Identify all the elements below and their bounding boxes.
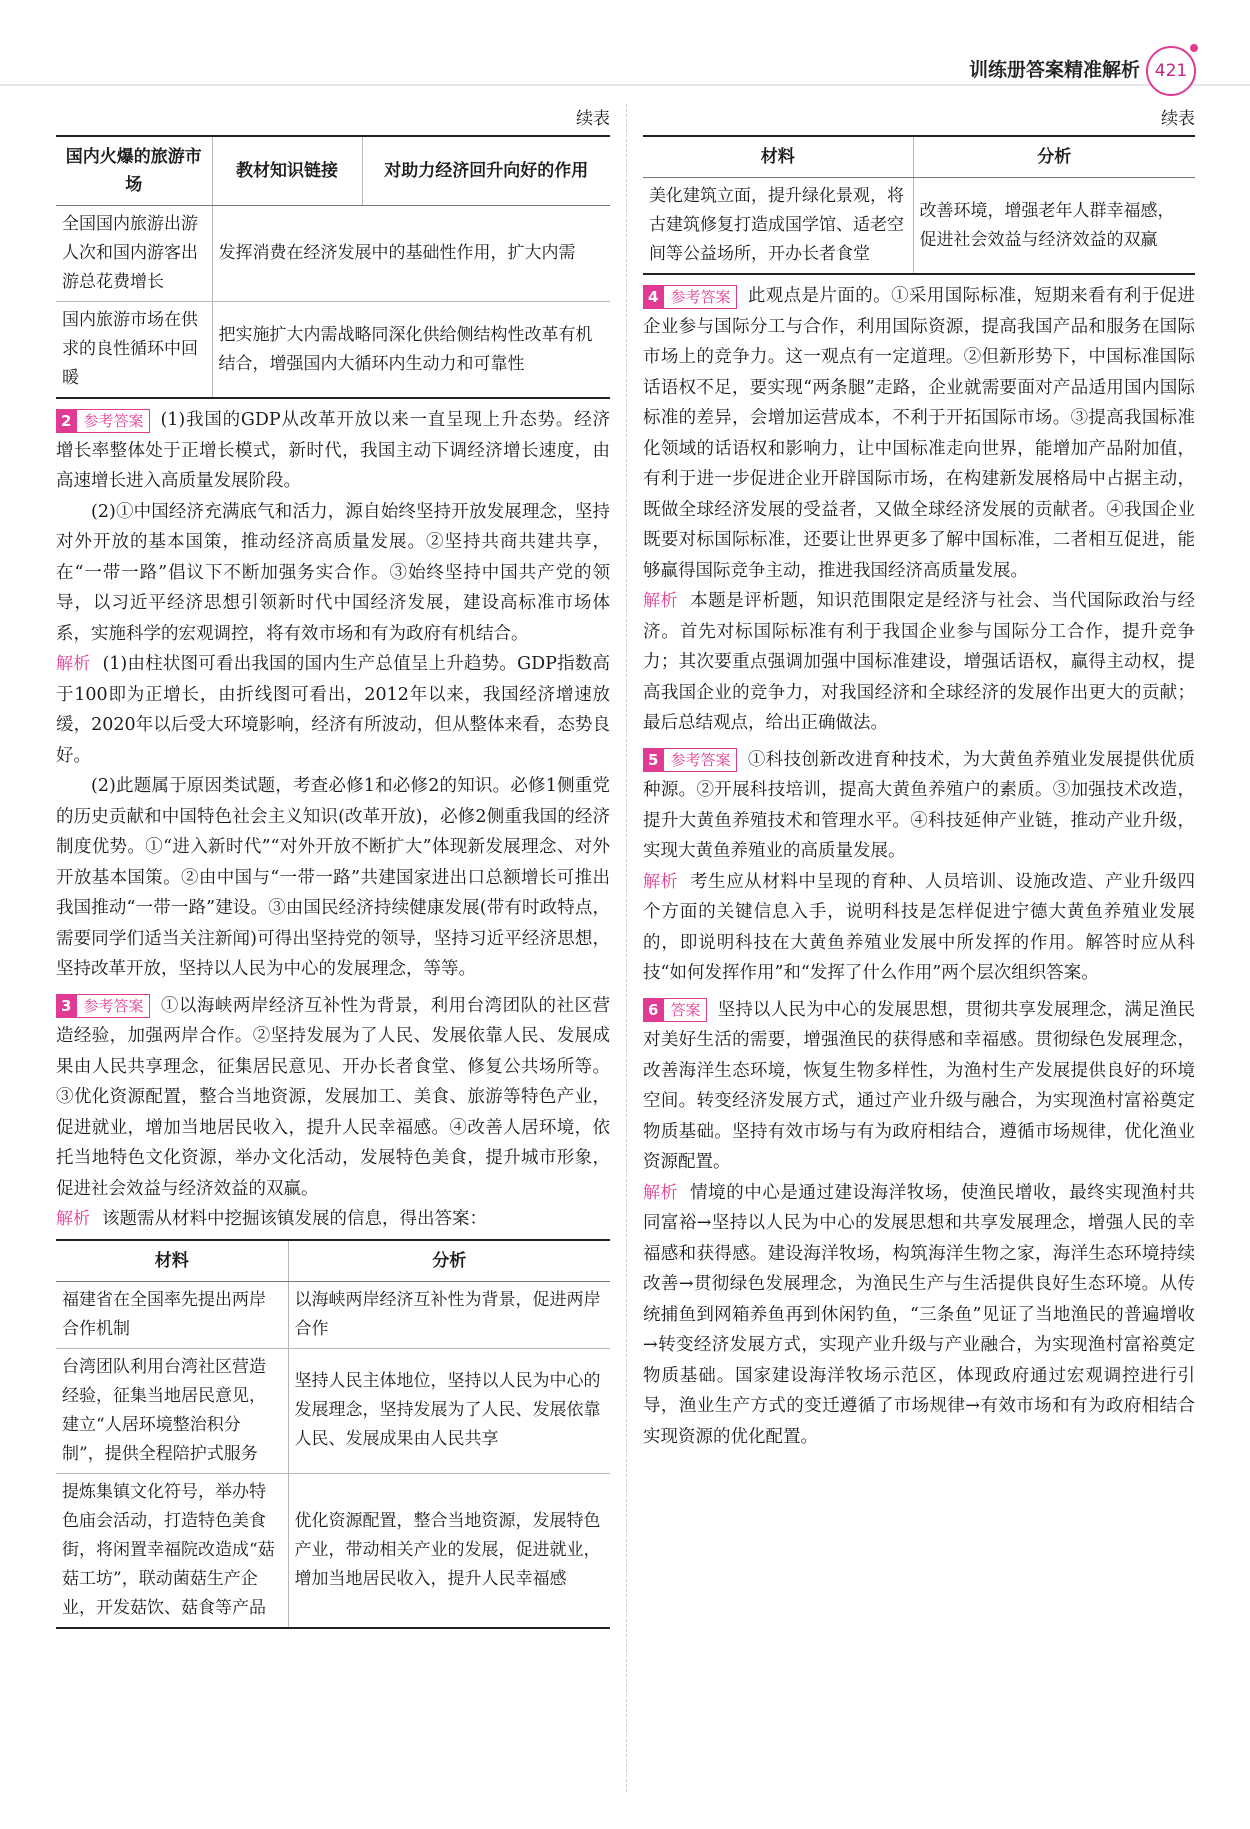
table-cell: 发挥消费在经济发展中的基础性作用，扩大内需 bbox=[212, 206, 610, 302]
analysis-label: 解析 bbox=[56, 654, 91, 674]
answer-4: 4 参考答案 此观点是片面的。①采用国际标准，短期来看有利于促进企业参与国际分工与合作，利用国际资源，提高我国产品和服务在国际市场上的竞争力。这一观点有一定道理。②但新形势下，中国标准国际话语权不足，要实现“两条腿”走路，企业就需要面对产品适用国内国际标准的差异，会增加运营成本，不利于开拓国际市场。③提高我国标准化领域的话语权和影响力，让中国标准走向世界，能增加产品附加值，有利于进一步促进企业开辟国际市场，在构建新发展格局中占据主动，既做全球经济发展的受益者，又做全球经济发展的贡献者。④我国企业既要对标国际标准，还要让世界更多了解中国标准，二者相互促进，能够赢得国际竞争主动，推进我国经济高质量发展。 bbox=[643, 286, 1195, 581]
column-divider bbox=[626, 104, 627, 1792]
table-row bbox=[56, 1281, 610, 1348]
answer-5: 5 参考答案 ①科技创新改进育种技术，为大黄鱼养殖业发展提供优质种源。②开展科技培训，提高大黄鱼养殖户的素质。③加强技术改造，提升大黄鱼养殖技术和管理水平。④科技延伸产业链，推动产业升级，实现大黄鱼养殖业的高质量发展。 bbox=[643, 749, 1195, 861]
table-row bbox=[56, 1348, 610, 1473]
table-header-row bbox=[56, 136, 610, 206]
table-cell: 以海峡两岸经济互补性为背景，促进两岸合作 bbox=[288, 1281, 610, 1348]
analysis-2-part2: (2)此题属于原因类试题，考查必修1和必修2的知识。必修1侧重党的历史贡献和中国特色社会主义知识(改革开放)，必修2侧重我国的经济制度优势。①“进入新时代”“对外开放不断扩大”体现新发展理念、对外开放基本国策。②由中国与“一带一路”共建国家进出口总额增长可推出我国推动“一带一路”建设。③由国民经济持续健康发展(带有时政特点，需要同学们适当关注新闻)可得出坚持党的领导，坚持习近平经济思想，坚持改革开放，坚持以人民为中心的发展理念，等等。 bbox=[56, 776, 610, 979]
table-header-row bbox=[56, 1240, 610, 1282]
answer-6: 6 答案 坚持以人民为中心的发展思想，贯彻共享发展理念，满足渔民对美好生活的需要，增强渔民的获得感和幸福感。贯彻绿色发展理念，改善海洋生态环境，恢复生物多样性，为渔村生产发展提供良好的环境空间。转变经济发展方式，通过产业升级与融合，为实现渔村富裕奠定物质基础。坚持有效市场与有为政府相结合，遵循市场规律，优化渔业资源配置。 bbox=[643, 999, 1195, 1172]
table-cell: 优化资源配置，整合当地资源，发展特色产业，带动相关产业的发展，促进就业，增加当地居民收入，提升人民幸福感 bbox=[288, 1473, 610, 1628]
continued-label: 续表 bbox=[1161, 109, 1195, 129]
table-header-cell: 分析 bbox=[913, 136, 1195, 178]
left-column bbox=[56, 104, 610, 1629]
table-header-cell: 国内火爆的旅游市场 bbox=[56, 136, 212, 206]
analysis-label: 解析 bbox=[643, 871, 679, 892]
table-cell: 全国国内旅游出游人次和国内游客出游总花费增长 bbox=[56, 206, 212, 302]
table-header-cell: 材料 bbox=[56, 1240, 288, 1282]
table-cell: 国内旅游市场在供求的良性循环中回暖 bbox=[56, 302, 212, 399]
page-number-badge: 421 bbox=[1146, 46, 1196, 96]
material-analysis-table-cont bbox=[643, 135, 1195, 275]
analysis-2-part1: 解析 (1)由柱状图可看出我国的国内生产总值呈上升趋势。GDP指数高于100即为正增长，由折线图可看出，2012年以来，我国经济增速放缓，2020年以后受大环境影响，经济有所波动，但从整体来看，态势良好。 bbox=[56, 654, 611, 766]
analysis-label: 解析 bbox=[643, 591, 679, 611]
material-analysis-table bbox=[56, 1239, 610, 1629]
answer-3-tag: 3 参考答案 bbox=[56, 994, 150, 1018]
answer-5-tag: 5 参考答案 bbox=[643, 748, 737, 772]
table-cell: 福建省在全国率先提出两岸合作机制 bbox=[56, 1281, 288, 1348]
answer-2-part1: 2 参考答案 (1)我国的GDP从改革开放以来一直呈现上升态势。经济增长率整体处于正增长模式，新时代，我国主动下调经济增长速度，由高速增长进入高质量发展阶段。 bbox=[56, 410, 610, 491]
answer-2-part2: (2)①中国经济充满底气和活力，源自始终坚持开放发展理念，坚持对外开放的基本国策，推动经济高质量发展。②坚持共商共建共享，在“一带一路”倡议下不断加强务实合作。③始终坚持中国共产党的领导，以习近平经济思想引领新时代中国经济发展，建设高标准市场体系，实施科学的宏观调控，将有效市场和有为政府有机结合。 bbox=[56, 501, 610, 644]
page-header bbox=[0, 0, 1250, 86]
answer-6-tag: 6 答案 bbox=[643, 998, 707, 1022]
continued-label: 续表 bbox=[576, 109, 610, 129]
analysis-5: 解析 考生应从材料中呈现的育种、人员培训、设施改造、产业升级四个方面的关键信息入手，说明科技是怎样促进宁德大黄鱼养殖业发展的，即说明科技在大黄鱼养殖业发展中所发挥的作用。解答时应从科技“如何发挥作用”和“发挥了什么作用”两个层次组织答案。 bbox=[643, 871, 1196, 983]
table-header-cell: 分析 bbox=[288, 1240, 610, 1282]
table-header-cell: 对助力经济回升向好的作用 bbox=[362, 136, 610, 206]
analysis-4: 解析 本题是评析题，知识范围限定是经济与社会、当代国际政治与经济。首先对标国际标准有利于我国企业参与国际分工合作，提升竞争力；其次要重点强调加强中国标准建设，增强话语权，赢得主动权，提高我国企业的竞争力，对我国经济和全球经济的发展作出更大的贡献；最后总结观点，给出正确做法。 bbox=[643, 591, 1196, 733]
header-title: 训练册答案精准解析 bbox=[968, 59, 1140, 81]
page-badge-dot bbox=[1190, 44, 1198, 52]
table-cell: 提炼集镇文化符号，举办特色庙会活动，打造特色美食街，将闲置幸福院改造成“菇菇工坊”，联动菌菇生产企业，开发菇饮、菇食等产品 bbox=[56, 1473, 288, 1628]
analysis-label: 解析 bbox=[56, 1209, 90, 1229]
table-row bbox=[56, 302, 610, 399]
table-header-cell: 教材知识链接 bbox=[212, 136, 362, 206]
table-cell: 改善环境，增强老年人群幸福感，促进社会效益与经济效益的双赢 bbox=[913, 178, 1195, 275]
analysis-6: 解析 情境的中心是通过建设海洋牧场，使渔民增收，最终实现渔村共同富裕→坚持以人民为中心的发展思想和共享发展理念，增强人民的幸福感和获得感。建设海洋牧场，构筑海洋生物之家，海洋生态环境持续改善→贯彻绿色发展理念，为渔民生产与生活提供良好生态环境。从传统捕鱼到网箱养鱼再到休闲钓鱼，“三条鱼”见证了当地渔民的普遍增收→转变经济发展方式，实现产业升级与产业融合，为实现渔村富裕奠定物质基础。国家建设海洋牧场示范区，体现政府通过宏观调控进行引导，渔业生产方式的变迁遵循了市场规律→有效市场和有为政府相结合实现资源的优化配置。 bbox=[643, 1182, 1196, 1447]
table-cell: 坚持人民主体地位，坚持以人民为中心的发展理念，坚持发展为了人民、发展依靠人民、发展成果由人民共享 bbox=[288, 1348, 610, 1473]
table-row bbox=[56, 1473, 610, 1628]
header-rule bbox=[0, 84, 1250, 86]
table-row bbox=[56, 206, 610, 302]
answer-4-tag: 4 参考答案 bbox=[643, 285, 737, 309]
tourism-table bbox=[56, 135, 610, 399]
answer-3: 3 参考答案 ①以海峡两岸经济互补性为背景，利用台湾团队的社区营造经验，加强两岸合作。②坚持发展为了人民、发展依靠人民、发展成果由人民共享理念，征集居民意见、开办长者食堂、修复公共场所等。③优化资源配置，整合当地资源，发展加工、美食、旅游等特色产业，促进就业，增加当地居民收入，提升人民幸福感。④改善人居环境，依托当地特色文化资源，举办文化活动，发展特色美食，提升城市形象，促进社会效益与经济效益的双赢。 bbox=[56, 995, 610, 1199]
analysis-3: 解析 该题需从材料中挖掘该镇发展的信息，得出答案： bbox=[56, 1209, 487, 1229]
answer-2-tag: 2 参考答案 bbox=[56, 409, 150, 433]
analysis-label: 解析 bbox=[643, 1182, 679, 1203]
table-row bbox=[643, 178, 1195, 275]
table-cell: 台湾团队利用台湾社区营造经验，征集当地居民意见，建立“人居环境整治积分制”，提供全程陪护式服务 bbox=[56, 1348, 288, 1473]
table-cell: 美化建筑立面，提升绿化景观，将古建筑修复打造成国学馆、适老空间等公益场所，开办长者食堂 bbox=[643, 178, 913, 275]
table-header-cell: 材料 bbox=[643, 136, 913, 178]
table-header-row bbox=[643, 136, 1195, 178]
right-column bbox=[643, 104, 1195, 1452]
table-cell: 把实施扩大内需战略同深化供给侧结构性改革有机结合，增强国内大循环内生动力和可靠性 bbox=[212, 302, 610, 399]
